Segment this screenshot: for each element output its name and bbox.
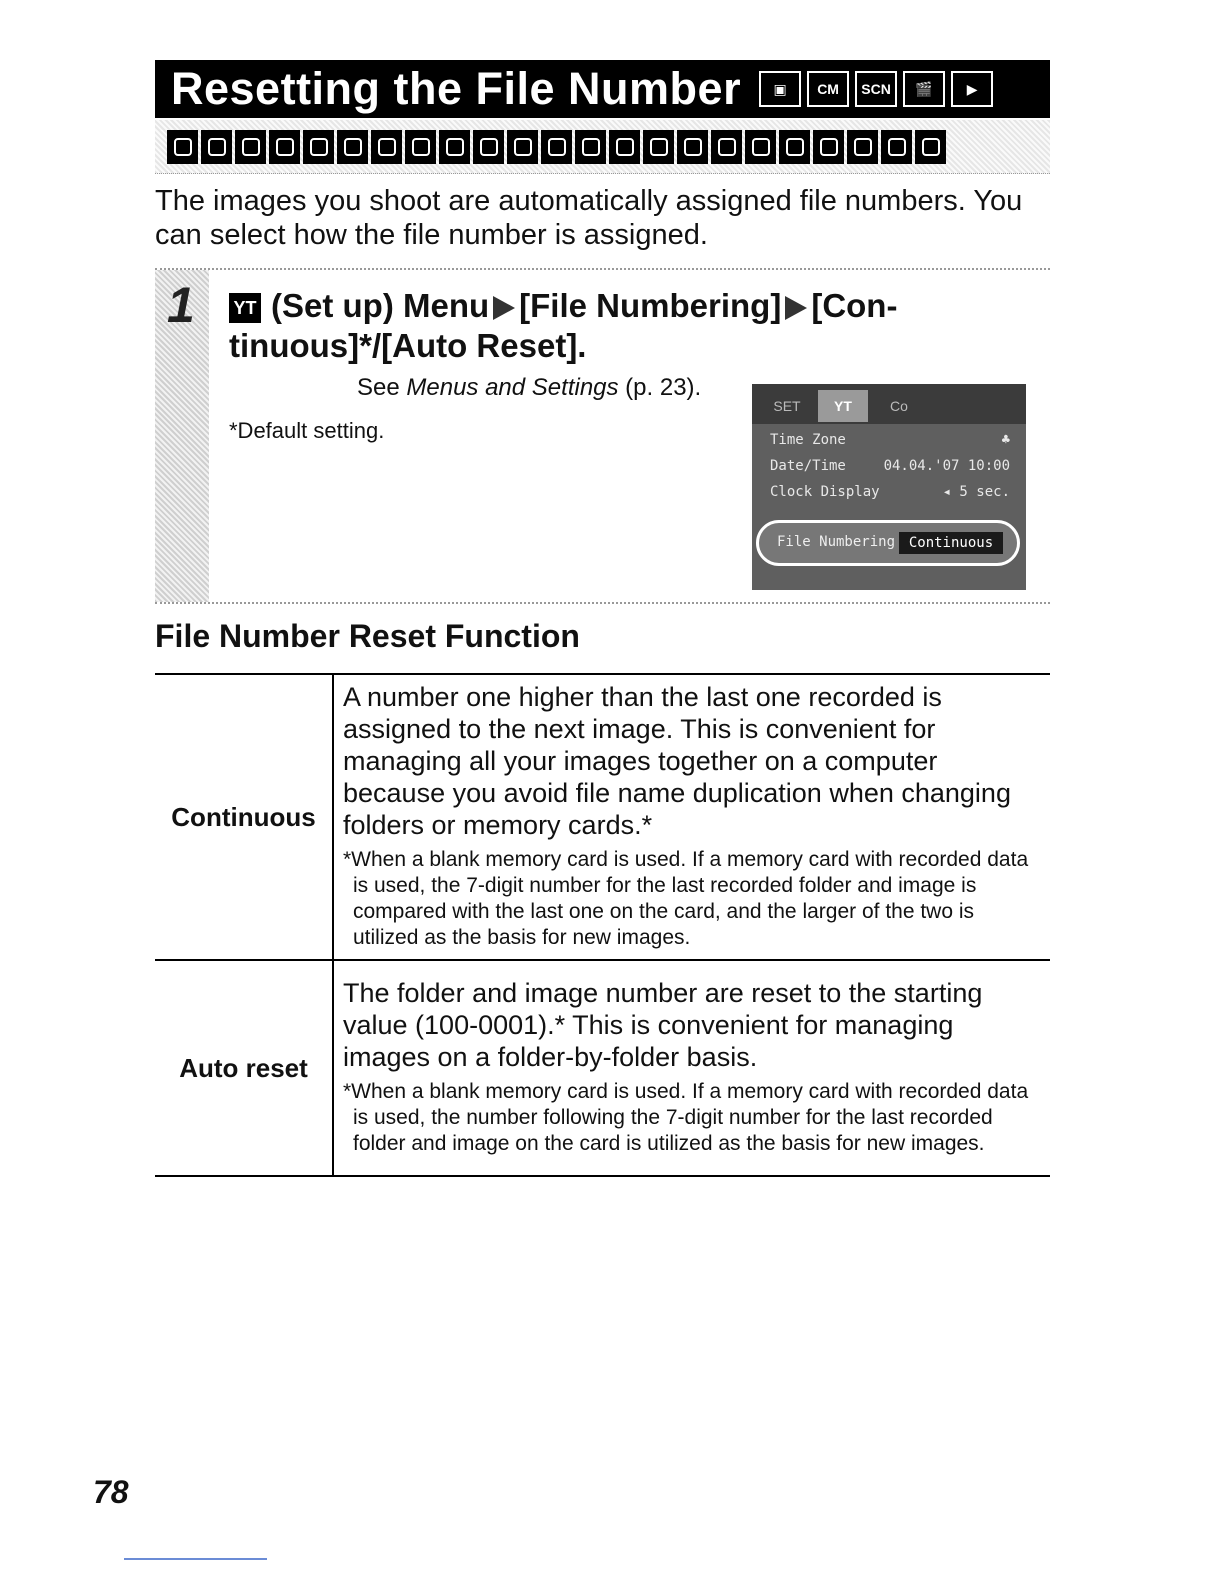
scene-beach-icon [507, 130, 538, 164]
scene-mode-23-icon [915, 130, 946, 164]
scene-night-icon [303, 130, 334, 164]
camera-auto-icon: ▣ [759, 71, 801, 107]
table-row [155, 960, 1050, 1176]
mode-label: Auto reset [155, 960, 333, 1176]
mode-description [333, 960, 1050, 1176]
step-title: YT (Set up) Menu [File Numbering] [Con-tinuous]*/[Auto Reset]. [229, 287, 898, 364]
camera-tab-setup: YT [818, 390, 868, 422]
mode-icons [759, 71, 993, 107]
scene-snow-icon [643, 130, 674, 164]
section-heading: File Number Reset Function [155, 618, 580, 654]
scene-night-snapshot-icon [439, 130, 470, 164]
scene-icon: SCN [855, 71, 897, 107]
scene-indoor-icon [371, 130, 402, 164]
camera-highlight-label: File Numbering [777, 534, 896, 550]
scene-foliage-icon [609, 130, 640, 164]
camera-menu-row: Clock Display ◂ 5 sec. [770, 484, 1010, 500]
arrow-right-icon [493, 296, 515, 320]
scene-landscape-icon [269, 130, 300, 164]
step-box [155, 268, 1050, 604]
description-text: The folder and image number are reset to the starting value (100-0001).* This is convenient for managing images on a folder-by-folder basis. [343, 978, 983, 1072]
scene-color-accent-movie-icon [847, 130, 878, 164]
scene-stitch-icon [745, 130, 776, 164]
scene-color-swap-icon [711, 130, 742, 164]
camera-highlight-value: Continuous [899, 532, 1003, 554]
arrow-right-icon [785, 296, 807, 320]
footer-rule [124, 1558, 267, 1560]
scene-color-swap-movie-icon [881, 130, 912, 164]
camera-menu-row: Date/Time 04.04.'07 10:00 [770, 458, 1010, 474]
scene-kids-icon [337, 130, 368, 164]
step-sidebar [155, 270, 209, 602]
scene-underwater-icon [541, 130, 572, 164]
camera-menu-highlight [756, 520, 1020, 566]
title-banner [155, 60, 1050, 118]
default-setting-note: *Default setting. [229, 418, 385, 443]
camera-menu-row: Time Zone ♣ [770, 432, 1010, 448]
cross-reference-link: Menus and Settings [406, 374, 619, 401]
description-text: A number one higher than the last one recorded is assigned to the next image. This is convenient for managing all your images together on a computer because you avoid file name duplication when changing folders or memory cards.* [343, 682, 1011, 840]
scene-sunset-icon [405, 130, 436, 164]
camera-tab-shooting: SET [773, 398, 801, 414]
scene-color-accent-icon [677, 130, 708, 164]
movie-icon: 🎬 [903, 71, 945, 107]
camera-manual-icon: CM [807, 71, 849, 107]
playback-icon: ▶ [951, 71, 993, 107]
scene-fireworks-icon [473, 130, 504, 164]
scene-auto-icon [167, 130, 198, 164]
camera-menu-screenshot [752, 384, 1026, 590]
scene-mode-icon-strip [155, 120, 1050, 174]
page-number: 78 [93, 1474, 129, 1510]
page-title: Resetting the File Number [171, 63, 742, 114]
cross-reference: See Menus and Settings (p. 23). [357, 374, 702, 401]
camera-menu-tabs [752, 384, 1026, 424]
scene-aquarium-icon [575, 130, 606, 164]
reset-function-table [155, 673, 1050, 1177]
intro-paragraph: The images you shoot are automatically assigned file numbers. You can select how the file number is assigned. [155, 185, 1023, 251]
scene-cm-icon [201, 130, 232, 164]
mode-description [333, 674, 1050, 960]
table-row [155, 674, 1050, 960]
setup-menu-icon: YT [229, 293, 261, 323]
description-footnote: *When a blank memory card is used. If a memory card with recorded data is used, the 7-digit number for the last recorded folder and image is compared with the last one on the card, and the larger of the two is utilized as the basis for new images. [343, 848, 1029, 949]
step-number: 1 [167, 277, 195, 333]
camera-tab-other: Co [890, 398, 908, 414]
scene-movie-compact-icon [813, 130, 844, 164]
scene-portrait-icon [235, 130, 266, 164]
mode-label: Continuous [155, 674, 333, 960]
description-footnote: *When a blank memory card is used. If a memory card with recorded data is used, the number following the 7-digit number for the last recorded folder and image on the card is utilized as the basis for new images. [343, 1080, 1029, 1155]
scene-movie-icon [779, 130, 810, 164]
